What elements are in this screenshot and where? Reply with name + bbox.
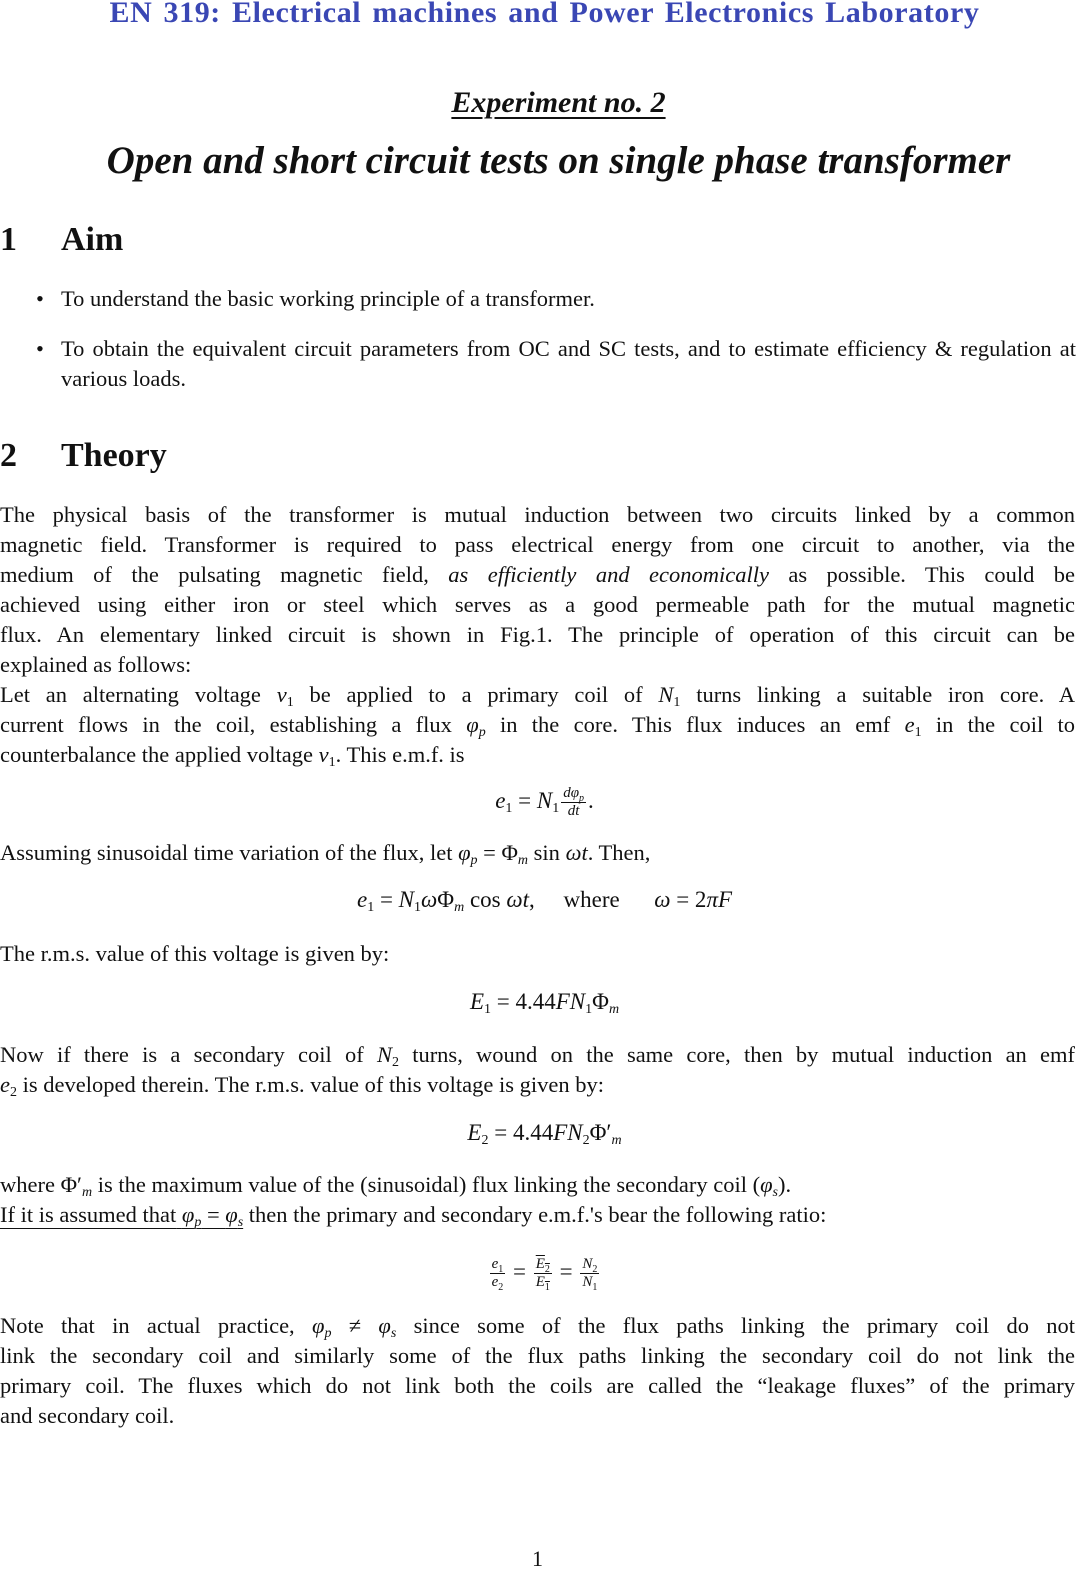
equation-emf: $e_1 = N_1$ $\frac{d\varphi_p}{dt}$ . [495,785,594,819]
section-heading-theory: 2 Theory [0,437,167,474]
aim-bullet: • To understand the basic working principle of a transformer. [36,286,595,311]
equation-rms-primary: $E_1 = 4.44FN_1\Phi_m$ [469,989,620,1017]
theory-paragraph: The r.m.s. value of this voltage is given by: [0,941,390,966]
experiment-title: Open and short circuit tests on single phase transformer [106,139,1011,182]
theory-paragraph: Now if there is a secondary coil of $N_2$ turns, wound on the same core, then by mutual induction an emf $e_2$ is developed therein. The r.m.s. value of this voltage is given by: [0,1042,1076,1100]
theory-paragraph: The physical basis of the transformer is mutual induction between two circuits linked by a common magnetic field. Transformer is required to pass electrical energy from one circuit to another, via the medium of the pulsating magnetic field, as efficiently and economically as possible. This could be achieved using either iron or steel which serves as a good permeable path for the mutual magnetic flux. An elementary linked circuit is shown in Fig.1. The principle of operation of this circuit can be explained as follows: Let an alternating voltage $v_1$ be applied to a primary coil of $N_1$ turns linking a suitable iron core. A current flows in the coil, establishing a flux $\varphi_p$ in the core. This flux induces an emf $e_1$ in the coil to counterbalance the applied voltage $v_1$. This e.m.f. is [0,502,1076,770]
theory-paragraph: Note that in actual practice, $\varphi_p \ne \varphi_s$ since some of the flux paths linking the primary coil do not link the secondary coil and similarly some of the flux paths linking the secondary coil do not link the primary coil. The fluxes which do not link both the coils are called the “leakage fluxes” of the primary and secondary coil. [0,1313,1075,1428]
section-heading-aim: 1 Aim [0,221,124,258]
theory-paragraph: where $\Phi'_m$ is the maximum value of the (sinusoidal) flux linking the secondary coil $(\varphi_s)$. If it is assumed that $\varphi_p = \varphi_s$ then the primary and secondary e.m.f.'s bear the following ratio: [0,1172,827,1230]
theory-paragraph: Assuming sinusoidal time variation of the flux, let $\varphi_p = \Phi_m$ sin ωt. Then, [0,840,651,868]
equation-rms-secondary: $E_2 = 4.44FN_2\Phi'_m$ [467,1120,622,1148]
page-number: 1 [532,1546,543,1571]
equation-ratio: $\frac{e_1}{e_2}$ = $\frac{E_2}{E_1}$ = $\frac{N_2}{N_1}$ [491,1256,598,1293]
aim-bullet: • To obtain the equivalent circuit parameters from OC and SC tests, and to estimate efficiency & regulation at various loads. [36,336,1076,391]
equation-emf-cos: $e_1 = N_1\omega\Phi_m$ cos ωt, where ω = 2πF [356,887,733,915]
course-header: EN 319: Electrical machines and Power Electronics Laboratory [109,0,980,29]
experiment-number: Experiment no. 2 [451,86,666,119]
